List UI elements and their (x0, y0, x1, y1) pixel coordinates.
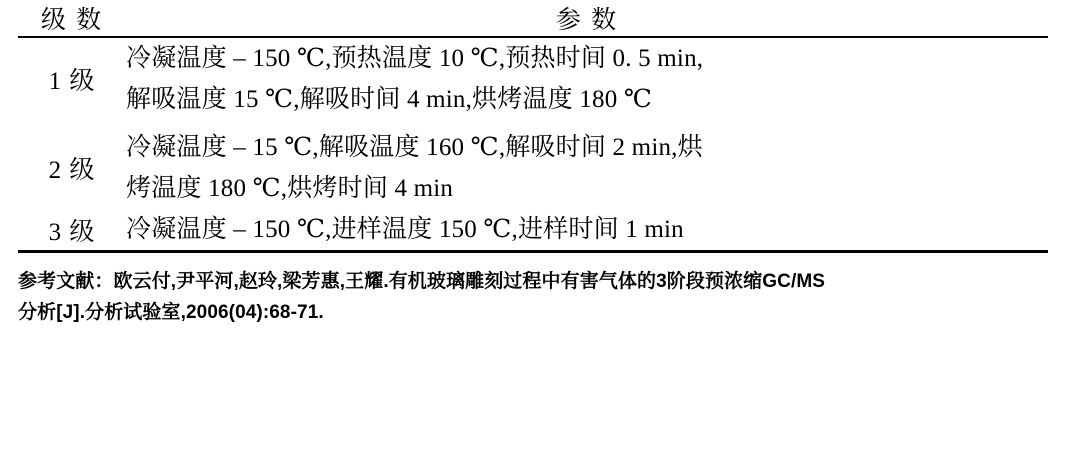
parameters-cell (126, 37, 1048, 121)
table-header-row (18, 0, 1048, 37)
table-row (18, 37, 1048, 121)
table-row (18, 127, 1048, 210)
level-cell: 1 级 (18, 37, 126, 121)
level-cell: 3 级 (18, 209, 126, 252)
parameters-line: 烤温度 180 ℃,烘烤时间 4 min (126, 174, 454, 202)
reference-line-1: 参考文献：欧云付,尹平河,赵玲,梁芳惠,王耀.有机玻璃雕刻过程中有害气体的3阶段预浓缩GC/MS (18, 271, 826, 293)
parameters-cell (126, 127, 1048, 210)
reference-line-2: 分析[J].分析试验室,2006(04):68-71. (18, 302, 324, 324)
parameters-line: 冷凝温度 – 15 ℃,解吸温度 160 ℃,解吸时间 2 min,烘 (126, 133, 703, 161)
parameters-line: 冷凝温度 – 150 ℃,进样温度 150 ℃,进样时间 1 min (126, 216, 684, 243)
table-row (18, 209, 1048, 252)
reference-block (18, 267, 1048, 329)
parameters-table (18, 0, 1048, 253)
parameters-line: 冷凝温度 – 150 ℃,预热温度 10 ℃,预热时间 0. 5 min, (126, 45, 704, 72)
column-header-parameters: 参 数 (555, 7, 619, 34)
parameters-cell (126, 209, 1048, 252)
level-cell: 2 级 (48, 156, 96, 184)
column-header-level: 级 数 (40, 7, 104, 34)
parameters-line: 解吸温度 15 ℃,解吸时间 4 min,烘烤温度 180 ℃ (126, 86, 653, 114)
